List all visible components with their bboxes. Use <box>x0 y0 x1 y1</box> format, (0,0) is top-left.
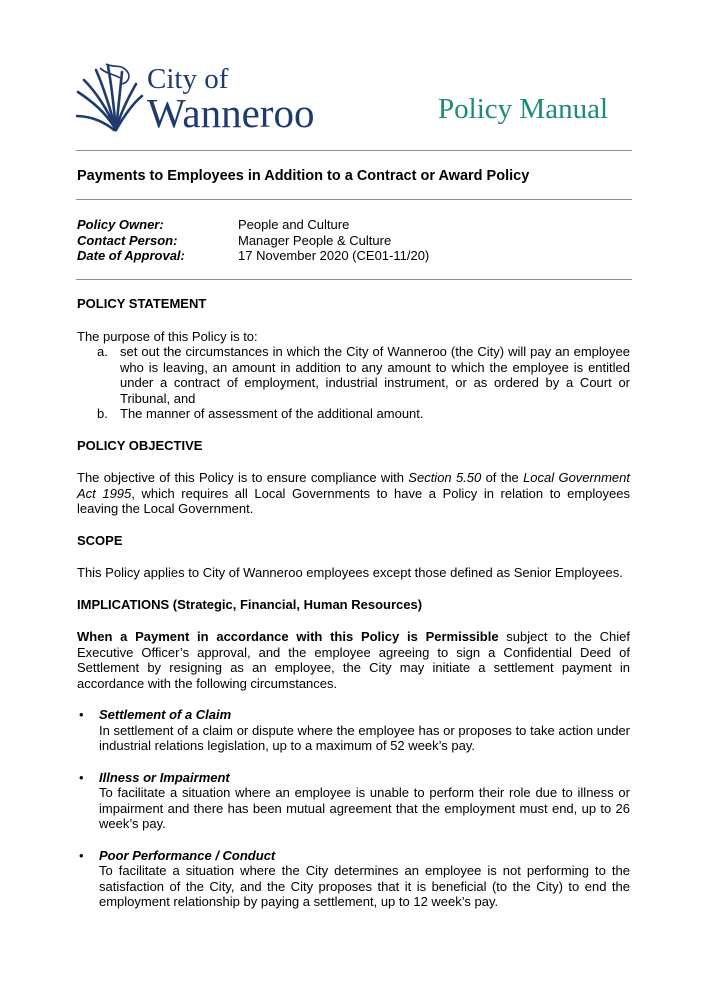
meta-value: People and Culture <box>238 217 350 232</box>
logo-line-wanneroo: Wanneroo <box>147 90 315 136</box>
title-divider <box>76 199 632 200</box>
header-divider <box>76 150 632 151</box>
bullet-title: Poor Performance / Conduct <box>99 847 276 863</box>
meta-label: Contact Person: <box>77 232 178 248</box>
policy-body <box>77 296 630 910</box>
grass-tree-icon <box>76 62 144 134</box>
circumstance-list <box>77 707 630 910</box>
list-marker: a. <box>97 344 108 359</box>
meta-value: Manager People & Culture <box>238 232 392 248</box>
list-item <box>77 344 630 406</box>
section-reference: Section 5.50 <box>408 470 482 485</box>
meta-value: 17 November 2020 (CE01-11/20) <box>238 248 430 263</box>
list-item <box>77 707 630 754</box>
bullet-text: To facilitate a situation where an employee is unable to perform their role due to illness or impairment and there has been mutual agreement that the employment must end, up to 26 week’s pay. <box>99 785 630 831</box>
meta-label: Policy Owner: <box>77 217 164 232</box>
list-item-text: set out the circumstances in which the City of Wanneroo (the City) will pay an employee who is leaving, an amount in addition to any amount to which the employee is entitled under a contract of employment, industrial instrument, or as ordered by a Court or Tribunal, and <box>120 344 630 406</box>
list-item <box>77 406 630 422</box>
list-marker: b. <box>97 406 108 421</box>
meta-row-contact <box>77 233 429 249</box>
meta-label: Date of Approval: <box>77 248 185 263</box>
list-item <box>77 770 630 832</box>
bullet-title: Settlement of a Claim <box>99 707 232 722</box>
bullet-icon: • <box>79 769 84 785</box>
meta-row-owner <box>77 217 429 233</box>
bullet-icon: • <box>79 847 84 863</box>
logo-line-city-of: City of <box>147 63 229 95</box>
document-title: Payments to Employees in Addition to a Contract or Award Policy <box>77 168 530 184</box>
statement-list <box>77 344 630 422</box>
objective-text: The objective of this Policy is to ensure compliance with Section 5.50 of the Local Government Act 1995, which requires all Local Governments to have a Policy in relation to employees leaving the Local Government. <box>77 470 630 516</box>
meta-divider <box>76 279 632 280</box>
meta-row-approval-date <box>77 248 429 264</box>
list-item <box>77 848 630 910</box>
bullet-text: In settlement of a claim or dispute where the employee has or proposes to take action under industrial relations legislation, up to a maximum of 52 week’s pay. <box>99 722 630 753</box>
section-heading-objective: POLICY OBJECTIVE <box>77 437 203 453</box>
scope-text: This Policy applies to City of Wanneroo employees except those defined as Senior Employees. <box>77 565 623 580</box>
bullet-icon: • <box>79 707 84 722</box>
statement-intro: The purpose of this Policy is to: <box>77 328 258 344</box>
policy-manual-title: Policy Manual <box>438 93 608 125</box>
implications-lead: When a Payment in accordance with this Policy is Permissible subject to the Chief Executive Officer’s approval, and the employee agreeing to sign a Confidential Deed of Settlement by resigning as an employee, the City may initiate a settlement payment in accordance with the following circumstances. <box>77 629 630 691</box>
bullet-title: Illness or Impairment <box>99 769 230 785</box>
act-reference: Local Government Act 1995 <box>77 470 630 501</box>
list-item-text: The manner of assessment of the additional amount. <box>120 406 424 421</box>
section-heading-scope: SCOPE <box>77 532 123 548</box>
city-logo <box>76 62 336 136</box>
section-heading-implications: IMPLICATIONS (Strategic, Financial, Human Resources) <box>77 596 423 612</box>
policy-meta <box>77 217 429 264</box>
bullet-text: To facilitate a situation where the City determines an employee is not performing to the satisfaction of the City, and the City proposes that it is beneficial (to the City) to end the employment relationship by paying a settlement, up to 12 week’s pay. <box>99 863 630 909</box>
implications-lead-bold: When a Payment in accordance with this Policy is Permissible <box>77 629 499 644</box>
section-heading-statement: POLICY STATEMENT <box>77 296 207 311</box>
